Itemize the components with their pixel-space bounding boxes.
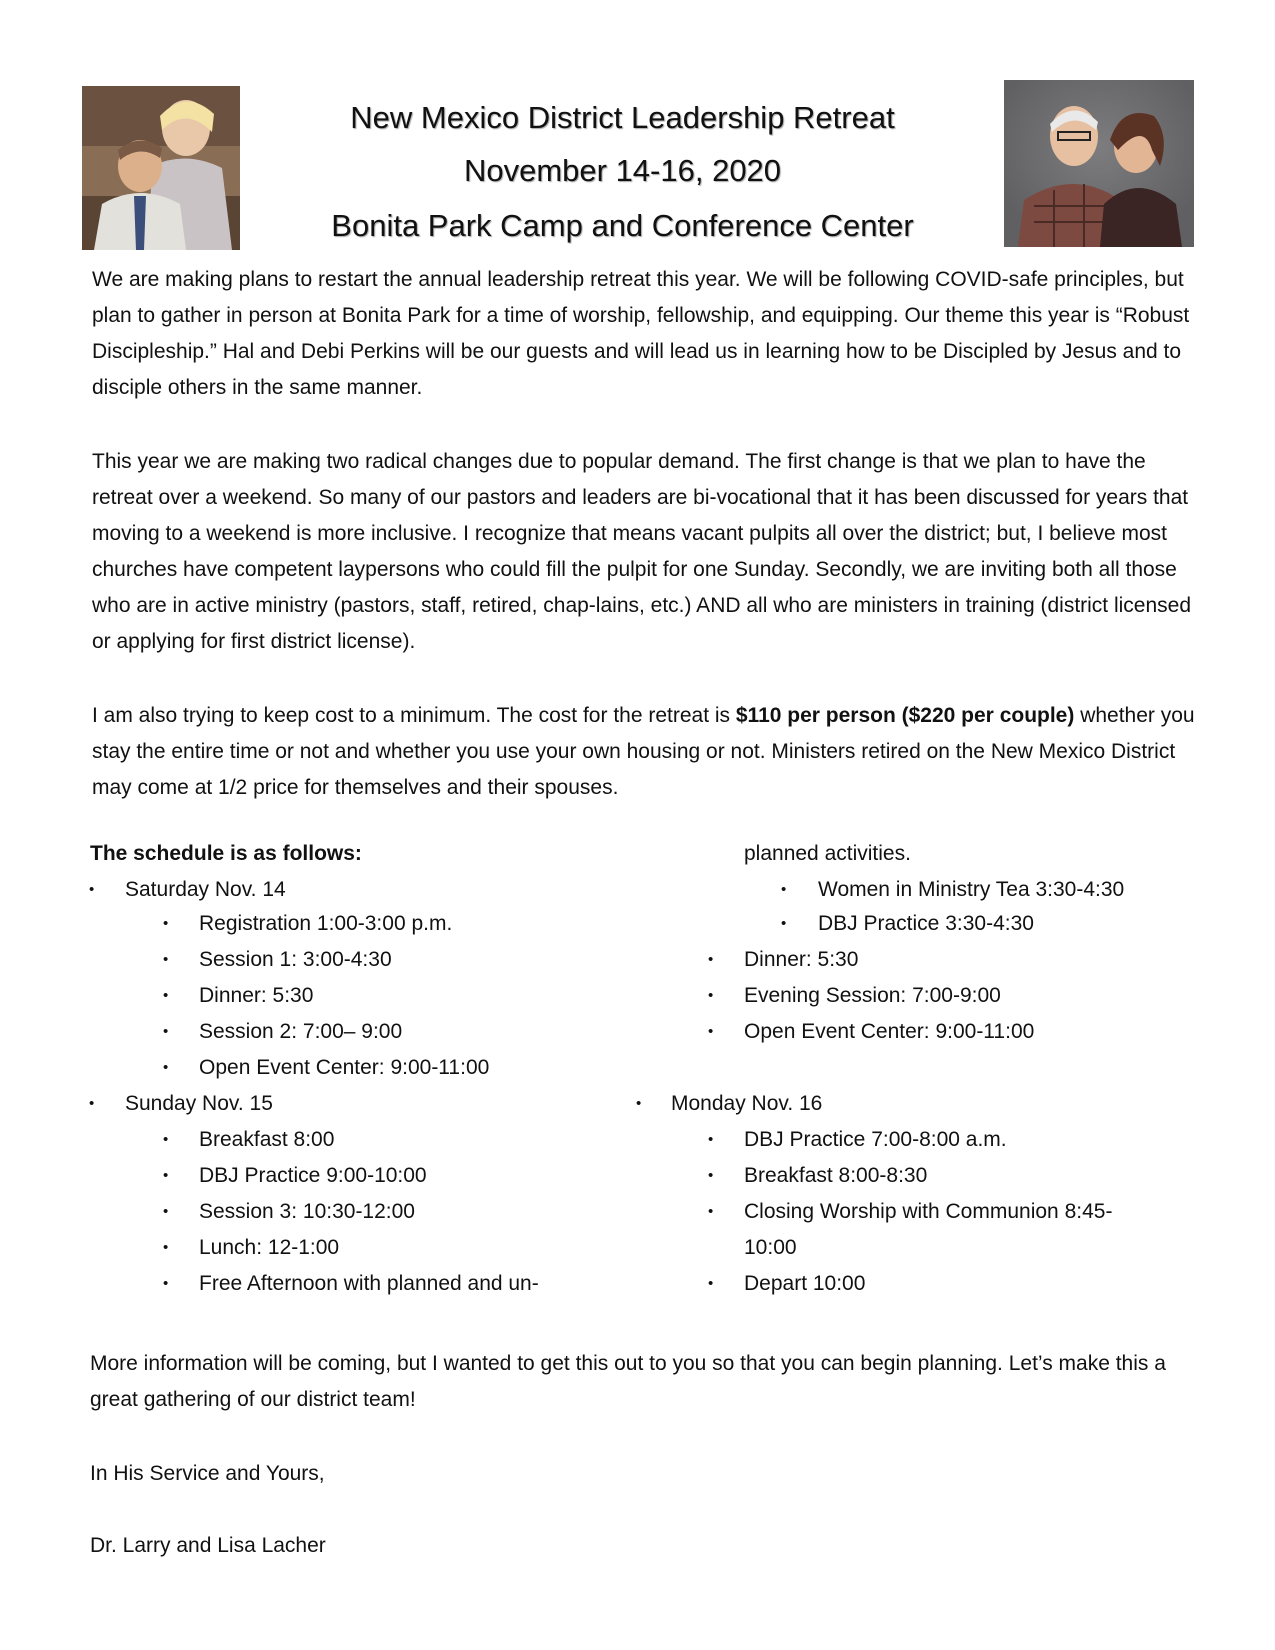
schedule-item: Free Afternoon with planned and un-	[199, 1272, 539, 1295]
closing-paragraph: More information will be coming, but I wanted to get this out to you so that you can begin planning. Let’s make this a great gathering of our district team!	[90, 1352, 1166, 1411]
day-sunday: Sunday Nov. 15	[125, 1092, 273, 1115]
bullet-icon: •	[163, 951, 169, 968]
bullet-icon: •	[781, 881, 787, 898]
bullet-icon: •	[708, 951, 714, 968]
signoff: In His Service and Yours,	[90, 1462, 325, 1485]
couple-photo-left	[82, 86, 240, 250]
document-title: New Mexico District Leadership Retreat	[350, 100, 895, 135]
bullet-icon: •	[163, 1239, 169, 1256]
schedule-sub-item: Women in Ministry Tea 3:30-4:30	[818, 878, 1125, 901]
cost-text-after: whether you stay the entire time or not and whether you use your own housing or not. Ministers retired on the New Mexico District may come at 1/2 price for themselves and their spouses.	[92, 704, 1195, 799]
schedule-heading: The schedule is as follows:	[90, 842, 362, 865]
bullet-icon: •	[636, 1095, 642, 1112]
bullet-icon: •	[163, 1023, 169, 1040]
bullet-icon: •	[708, 1203, 714, 1220]
cost-text-before: I am also trying to keep cost to a minimum. The cost for the retreat is	[92, 704, 736, 727]
changes-paragraph: This year we are making two radical changes due to popular demand. The first change is that we plan to have the retreat over a weekend. So many of our pastors and leaders are bi-vocational that it has been discussed for years that moving to a weekend is more inclusive. I recognize that means vacant pulpits all over the district; but, I believe most churches have competent laypersons who could fill the pulpit for one Sunday. Secondly, we are inviting both all those who are in active ministry (pastors, staff, retired, chap-lains, etc.) AND all who are ministers in training (district licensed or applying for first district license).	[92, 450, 1192, 653]
schedule-item: DBJ Practice 9:00-10:00	[199, 1164, 427, 1187]
schedule-item: Depart 10:00	[744, 1272, 866, 1295]
bullet-icon: •	[708, 1023, 714, 1040]
schedule-item: DBJ Practice 7:00-8:00 a.m.	[744, 1128, 1007, 1151]
bullet-icon: •	[708, 987, 714, 1004]
bullet-icon: •	[163, 1059, 169, 1076]
schedule-item: Dinner: 5:30	[199, 984, 314, 1007]
couple-photo-right	[1004, 80, 1194, 247]
schedule-sub-item: DBJ Practice 3:30-4:30	[818, 912, 1034, 935]
bullet-icon: •	[89, 1095, 95, 1112]
bullet-icon: •	[708, 1167, 714, 1184]
schedule-item: Session 1: 3:00-4:30	[199, 948, 392, 971]
bullet-icon: •	[89, 881, 95, 898]
bullet-icon: •	[781, 915, 787, 932]
event-dates: November 14-16, 2020	[463, 153, 782, 188]
schedule-item: Dinner: 5:30	[744, 948, 859, 971]
day-monday: Monday Nov. 16	[671, 1092, 823, 1115]
bullet-icon: •	[708, 1275, 714, 1292]
bullet-icon: •	[163, 1131, 169, 1148]
schedule-item: Registration 1:00-3:00 p.m.	[199, 912, 453, 935]
schedule-item: Evening Session: 7:00-9:00	[744, 984, 1001, 1007]
day-saturday: Saturday Nov. 14	[125, 878, 286, 901]
bullet-icon: •	[163, 1167, 169, 1184]
schedule-item: Session 2: 7:00– 9:00	[199, 1020, 403, 1043]
bullet-icon: •	[163, 915, 169, 932]
bullet-icon: •	[163, 987, 169, 1004]
cost-paragraph	[92, 698, 1202, 806]
bullet-icon: •	[708, 1131, 714, 1148]
cost-amount: $110 per person ($220 per couple)	[735, 704, 1075, 727]
event-venue: Bonita Park Camp and Conference Center	[331, 208, 914, 243]
schedule-item-continuation: 10:00	[744, 1236, 797, 1259]
schedule-item: Lunch: 12-1:00	[199, 1236, 340, 1259]
schedule-item: Breakfast 8:00-8:30	[744, 1164, 928, 1187]
schedule-item: Breakfast 8:00	[199, 1128, 335, 1151]
schedule-item: Session 3: 10:30-12:00	[199, 1200, 415, 1223]
schedule-item-continuation: planned activities.	[744, 842, 911, 865]
schedule-item: Open Event Center: 9:00-11:00	[744, 1020, 1035, 1043]
signature-names: Dr. Larry and Lisa Lacher	[90, 1534, 326, 1557]
schedule-item: Closing Worship with Communion 8:45-	[744, 1200, 1113, 1223]
schedule-item: Open Event Center: 9:00-11:00	[199, 1056, 490, 1079]
bullet-icon: •	[163, 1275, 169, 1292]
bullet-icon: •	[163, 1203, 169, 1220]
intro-paragraph: We are making plans to restart the annual leadership retreat this year. We will be following COVID-safe principles, but plan to gather in person at Bonita Park for a time of worship, fellowship, and equipping. Our theme this year is “Robust Discipleship.” Hal and Debi Perkins will be our guests and will lead us in learning how to be Discipled by Jesus and to disciple others in the same manner.	[92, 268, 1190, 399]
